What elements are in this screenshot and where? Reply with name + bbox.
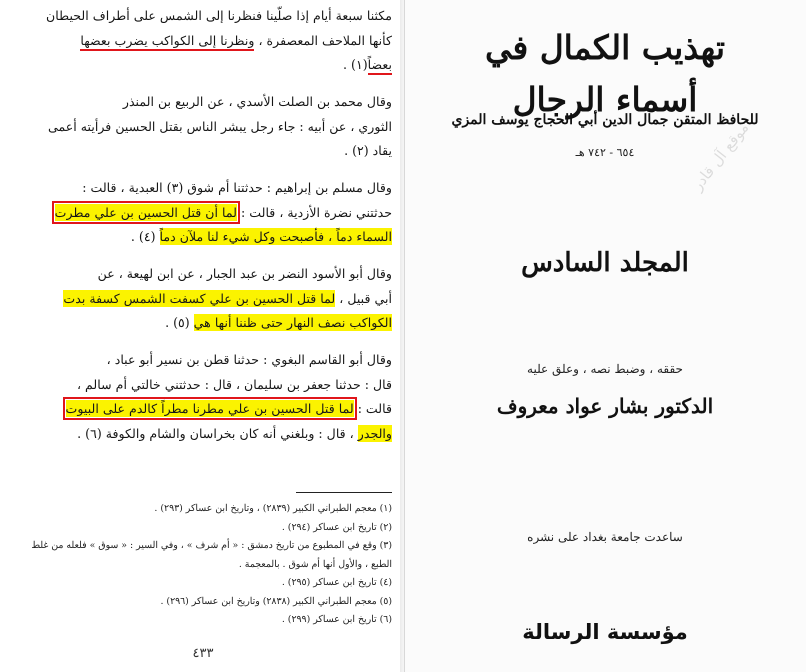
page-number: ٤٣٣	[192, 646, 214, 661]
text-line	[8, 4, 392, 29]
text-segment: وقال أبو القاسم البغوي : حدثنا قطن بن نسير أبو عباد ،	[106, 352, 392, 367]
title-page	[404, 0, 806, 672]
footnotes-list	[8, 500, 392, 630]
text-line	[8, 201, 392, 226]
book-title	[421, 22, 789, 126]
paragraph	[8, 262, 392, 336]
text-segment: وقال مسلم بن إبراهيم : حدثتنا أم شوق (٣) العبدية ، قالت :	[82, 180, 392, 195]
boxed-highlighted-text: لما أن قتل الحسين بن علي مطرت	[54, 204, 237, 220]
text-segment: (٥) .	[165, 315, 194, 330]
text-segment: قالت :	[353, 401, 392, 416]
edited-by-label: حققه ، وضبط نصه ، وعلق عليه	[527, 362, 683, 376]
highlighted-text: والجدر	[357, 425, 392, 441]
university-note: ساعدت جامعة بغداد على نشره	[527, 530, 683, 544]
text-line	[8, 287, 392, 312]
boxed-highlighted-text: لما قتل الحسين بن علي مطرنا مطراً كالدم على البيوت	[65, 401, 354, 416]
highlighted-text: الكواكب نصف النهار حتى ظننا أنها هي	[193, 315, 392, 330]
footnote: (٣) وقع في المطبوع من تاريخ دمشق : « أم شرف » ، وفي السير : « سوق » فلعله من غلط	[31, 540, 392, 551]
footnote-separator	[296, 492, 392, 493]
text-line	[8, 422, 392, 447]
text-line	[8, 311, 392, 336]
text-line	[8, 373, 392, 398]
text-segment: (١) .	[343, 57, 368, 72]
text-segment: ، قال : وبلغني أنه كان بخراسان والشام والكوفة (٦) .	[77, 425, 358, 441]
text-line	[8, 53, 392, 78]
underlined-text: بعضاً	[368, 57, 392, 75]
footnote: (١) معجم الطبراني الكبير (٢٨٣٩) ، وتاريخ ابن عساكر (٢٩٣) .	[154, 503, 392, 514]
text-line	[8, 397, 392, 422]
highlighted-text: لما قتل الحسين بن علي كسفت الشمس كسفة بدت	[63, 290, 336, 306]
text-line	[8, 176, 392, 201]
text-line	[8, 139, 392, 164]
footnote: (٢) تاريخ ابن عساكر (٢٩٤) .	[281, 521, 392, 533]
book-title-line-1: تهذيب الكمال في	[484, 28, 726, 67]
text-segment: قال : حدثنا جعفر بن سليمان ، قال : حدثتني خالتي أم سالم ،	[76, 376, 392, 392]
volume-label: المجلد السادس	[521, 248, 689, 278]
editor-name: الدكتور بشار عواد معروف	[496, 394, 714, 418]
text-segment: وقال محمد بن الصلت الأسدي ، عن الربيع بن المنذر	[122, 94, 392, 109]
text-line	[8, 90, 392, 115]
text-segment: كأنها الملاحف المعصفرة ،	[254, 32, 392, 48]
text-line	[8, 262, 392, 287]
book-author: للحافظ المتقن جمال الدين أبي الحجاج يوسف المزي	[451, 112, 759, 128]
footnote: (٥) معجم الطبراني الكبير (٢٨٣٨) وتاريخ ابن عساكر (٢٩٦) .	[160, 595, 392, 607]
text-segment: أبي قبيل ،	[335, 290, 392, 306]
paragraph	[8, 348, 392, 446]
text-segment: الثوري ، عن أبيه : جاء رجل يبشر الناس بقتل الحسين فرأيته أعمى	[48, 118, 392, 134]
author-years: ٦٥٤ - ٧٤٢ هـ	[575, 146, 635, 159]
text-line	[8, 348, 392, 373]
paragraph	[8, 4, 392, 78]
text-segment: حدثتني نضرة الأزدية ، قالت :	[237, 204, 392, 220]
text-segment: (٤) .	[130, 229, 160, 244]
footnote: الطبع ، والأول أنها أم شوق . بالمعجمة .	[238, 558, 392, 570]
publisher-name: مؤسسة الرسالة	[522, 620, 688, 644]
text-segment: يقاد (٢) .	[344, 143, 392, 158]
text-segment: مكثنا سبعة أيام إذا صلّينا فنظرنا إلى الشمس على أطراف الحيطان	[46, 8, 392, 23]
text-segment: وقال أبو الأسود النضر بن عبد الجبار ، عن ابن لهيعة ، عن	[97, 266, 392, 281]
paragraph	[8, 90, 392, 164]
book-title-line-2: أسماء الرجال	[512, 80, 698, 119]
text-line	[8, 115, 392, 140]
text-line	[8, 225, 392, 250]
watermark: موقع آل قادر	[688, 118, 753, 194]
paragraph	[8, 176, 392, 250]
footnote: (٤) تاريخ ابن عساكر (٢٩٥) .	[281, 577, 392, 588]
text-line	[8, 29, 392, 54]
highlighted-text: السماء دماً ، فأصبحت وكل شيء لنا ملآن دماً	[159, 229, 392, 244]
footnote: (٦) تاريخ ابن عساكر (٢٩٩) .	[281, 614, 392, 625]
underlined-text: ونظرنا إلى الكواكب يضرب بعضها	[80, 33, 254, 51]
